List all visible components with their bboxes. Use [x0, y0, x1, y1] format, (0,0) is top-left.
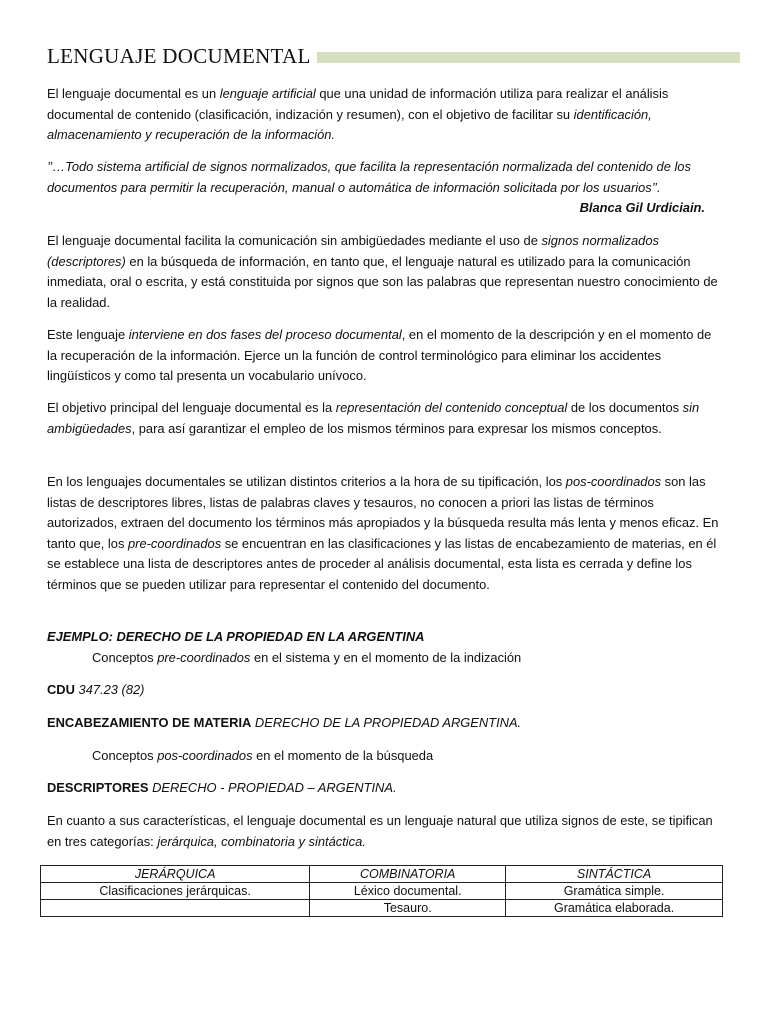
emphasis: pos-coordinados — [565, 474, 662, 489]
example-precoordinated — [47, 648, 768, 669]
paragraph-communication — [47, 231, 723, 313]
example-heading-text: EJEMPLO: DERECHO DE LA PROPIEDAD EN LA ARGENTINA — [47, 629, 425, 644]
text: Conceptos — [92, 748, 158, 763]
table-header-cell: JERÁRQUICA — [41, 866, 310, 883]
paragraph-objective — [47, 398, 723, 439]
paragraph-intro — [47, 84, 723, 146]
text: Conceptos — [92, 650, 158, 665]
emphasis: pre-coordinados — [127, 535, 222, 551]
emphasis: pos-coordinados — [157, 748, 253, 763]
page-title: LENGUAJE DOCUMENTAL — [47, 44, 311, 68]
text: , en el momento de la descripción y en el momento de la recuperación de la información. Ejerce un la función de control terminológico para eliminar los accidentes lingüísticos y como tal presenta un vocabulario unívoco. — [47, 327, 712, 383]
table-cell: Léxico documental. — [310, 883, 506, 900]
text: en el sistema y en el momento de la indización — [250, 650, 522, 665]
text: de los documentos — [567, 400, 683, 415]
example-heading-matter — [47, 713, 723, 734]
cdu-label: CDU — [47, 682, 75, 697]
emphasis: sin ambigüedades — [47, 400, 700, 436]
table-cell: Clasificaciones jerárquicas. — [41, 883, 310, 900]
cdu-value: 347.23 (82) — [74, 682, 145, 697]
text: El lenguaje documental facilita la comunicación sin ambigüedades mediante el uso de — [47, 233, 542, 248]
table-cell: Gramática simple. — [506, 883, 723, 900]
paragraph-characteristics — [47, 811, 723, 852]
example-heading — [47, 627, 723, 648]
emphasis: signos normalizados (descriptores) — [47, 233, 659, 269]
quote-author: Blanca Gil Urdiciain. — [579, 200, 705, 215]
text: En los lenguajes documentales se utilizan distintos criterios a la hora de su tipificación, los — [47, 474, 566, 489]
categories-table — [40, 865, 723, 917]
emphasis: representación del contenido conceptual — [335, 400, 568, 415]
table-row — [41, 900, 723, 917]
emphasis: jerárquica, combinatoria y sintáctica. — [157, 833, 366, 849]
text: que una unidad de información utiliza para realizar el análisis documental de contenido (clasificación, indización y resumen), con el objetivo de facilitar su — [47, 86, 669, 122]
text: El lenguaje documental es un — [47, 86, 220, 101]
emphasis: lenguaje artificial — [219, 86, 316, 101]
text: son las listas de descriptores libres, listas de palabras claves y tesauros, no conocen a priori las listas de términos autorizados, extraen del documento los términos más apropiados y la búsqueda resulta más lenta y menos eficaz. En tanto que, los — [47, 474, 719, 551]
table-row — [41, 883, 723, 900]
quote-text: ’’…Todo sistema artificial de signos normalizados, que facilita la representación normalizada del contenido de los documentos para permitir la recuperación, manual o automática de información solicitada por los usuarios’’. — [47, 159, 691, 195]
quote-paragraph — [47, 157, 723, 219]
table-header-cell: COMBINATORIA — [310, 866, 506, 883]
text: En cuanto a sus características, el lenguaje documental es un lenguaje natural que utiliza signos de este, se tipifican en tres categorías: — [47, 813, 713, 849]
table-header-row — [41, 866, 723, 883]
table-cell: Gramática elaborada. — [506, 900, 723, 917]
emphasis: pre-coordinados — [157, 650, 251, 665]
text: se encuentran en las clasificaciones y las listas de encabezamiento de materias, en él se establece una lista de descriptores antes de proceder al análisis documental, esta lista es cerrada y define los términos que se pueden utilizar para representar el contenido del documento. — [47, 535, 717, 592]
table-cell: Tesauro. — [310, 900, 506, 917]
subject-heading-value: DERECHO DE LA PROPIEDAD ARGENTINA. — [251, 715, 522, 730]
paragraph-phases — [47, 325, 723, 387]
example-cdu — [47, 680, 723, 701]
paragraph-criteria — [47, 472, 723, 595]
example-descriptors — [47, 778, 723, 799]
table-header-cell: SINTÁCTICA — [506, 866, 723, 883]
emphasis: identificación, almacenamiento y recuperación de la información. — [47, 106, 652, 142]
example-postcoordinated — [47, 746, 768, 767]
descriptors-label: DESCRIPTORES — [47, 780, 149, 795]
subject-heading-label: ENCABEZAMIENTO DE MATERIA — [47, 715, 252, 730]
title-row — [47, 44, 740, 72]
text: El objetivo principal del lenguaje documental es la — [47, 400, 336, 415]
text: en la búsqueda de información, en tanto que, el lenguaje natural es utilizado para la comunicación inmediata, oral o escrita, y está constituida por signos que son las palabras que representan nuestro conocimiento de la realidad. — [47, 253, 718, 310]
descriptors-value: DERECHO - PROPIEDAD – ARGENTINA. — [148, 780, 397, 795]
text: Este lenguaje — [47, 327, 129, 342]
emphasis: interviene en dos fases del proceso documental — [128, 327, 402, 342]
text: , para así garantizar el empleo de los mismos términos para expresar los mismos conceptos. — [131, 420, 662, 436]
text: en el momento de la búsqueda — [252, 748, 434, 763]
title-decoration-bar — [317, 52, 740, 63]
table-cell — [41, 900, 310, 917]
